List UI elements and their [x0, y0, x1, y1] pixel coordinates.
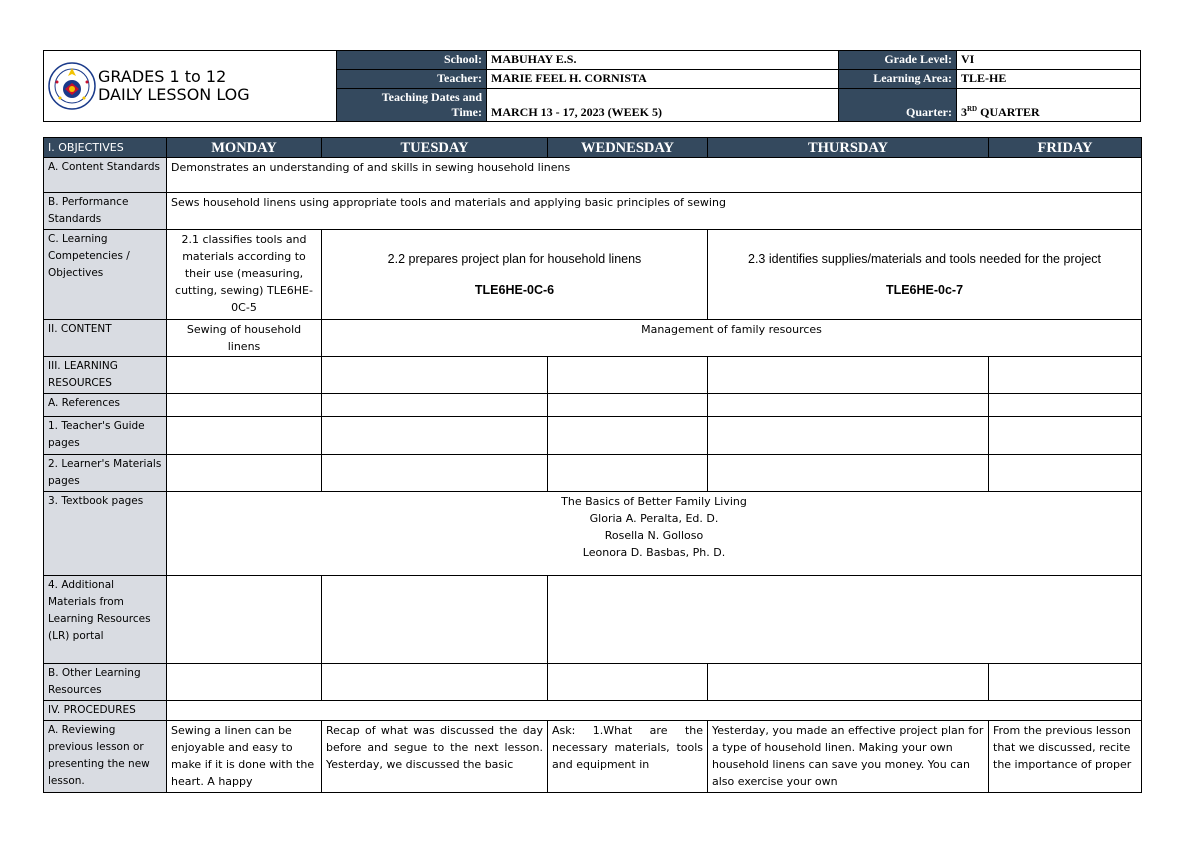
teachers-guide-label: 1. Teacher's Guide pages	[44, 417, 167, 455]
title-line-1: GRADES 1 to 12	[98, 67, 227, 86]
quarter-value	[957, 89, 1141, 122]
cell-empty	[708, 417, 989, 455]
additional-materials-label: 4. Additional Materials from Learning Resources (LR) portal	[44, 576, 167, 664]
cell-empty	[548, 455, 708, 492]
cell-empty	[167, 455, 322, 492]
competency-thu-fri-code: TLE6HE-0c-7	[885, 282, 964, 297]
col-thursday: THURSDAY	[708, 138, 989, 158]
cell-empty	[989, 357, 1142, 394]
cell-empty	[322, 576, 548, 664]
cell-empty	[548, 664, 708, 701]
cell-empty	[989, 664, 1142, 701]
procedures-label: IV. PROCEDURES	[44, 701, 167, 721]
competency-tue-wed	[322, 230, 708, 320]
textbook-text	[167, 492, 1142, 576]
reviewing-friday: From the previous lesson that we discussed, recite the importance of proper	[989, 721, 1142, 793]
table-header-row	[44, 138, 1142, 158]
quarter-number: 3	[961, 105, 967, 119]
col-wednesday: WEDNESDAY	[548, 138, 708, 158]
cell-empty	[167, 664, 322, 701]
content-rest: Management of family resources	[322, 320, 1142, 357]
page-title	[98, 68, 250, 104]
cell-empty	[708, 357, 989, 394]
performance-standards-text: Sews household linens using appropriate tools and materials and applying basic principles of sewing	[167, 193, 1142, 230]
row-textbook	[44, 492, 1142, 576]
dates-label-line-1: Teaching Dates and	[381, 90, 482, 104]
reviewing-tuesday: Recap of what was discussed the day before and segue to the next lesson. Yesterday, we discussed the basic	[322, 721, 548, 793]
row-content-standards	[44, 158, 1142, 193]
row-reviewing	[44, 721, 1142, 793]
lesson-log-table	[43, 137, 1142, 793]
col-friday: FRIDAY	[989, 138, 1142, 158]
col-monday: MONDAY	[167, 138, 322, 158]
learning-resources-label: III. LEARNING RESOURCES	[44, 357, 167, 394]
dates-label	[337, 89, 487, 122]
cell-empty	[989, 394, 1142, 417]
row-procedures	[44, 701, 1142, 721]
textbook-label: 3. Textbook pages	[44, 492, 167, 576]
row-learning-resources	[44, 357, 1142, 394]
row-references	[44, 394, 1142, 417]
competency-tue-wed-code: TLE6HE-0C-6	[474, 282, 555, 297]
row-additional-materials	[44, 576, 1142, 664]
competency-thu-fri	[708, 230, 1142, 320]
cell-empty	[548, 417, 708, 455]
competency-monday: 2.1 classifies tools and materials according to their use (measuring, cutting, sewing) TLE6HE-0C-5	[167, 230, 322, 320]
school-value: MABUHAY E.S.	[487, 51, 839, 70]
grade-value: VI	[957, 51, 1141, 70]
reviewing-wednesday: Ask: 1.What are the necessary materials, tools and equipment in	[548, 721, 708, 793]
row-content	[44, 320, 1142, 357]
performance-standards-label: B. Performance Standards	[44, 193, 167, 230]
teacher-value: MARIE FEEL H. CORNISTA	[487, 70, 839, 89]
competencies-label: C. Learning Competencies / Objectives	[44, 230, 167, 320]
textbook-line-1: The Basics of Better Family Living	[561, 495, 747, 508]
cell-empty	[548, 357, 708, 394]
header-table	[43, 50, 1141, 122]
cell-empty	[167, 576, 322, 664]
quarter-word: QUARTER	[977, 105, 1040, 119]
cell-empty	[548, 576, 1142, 664]
textbook-line-4: Leonora D. Basbas, Ph. D.	[582, 546, 726, 559]
row-learners-materials	[44, 455, 1142, 492]
cell-empty	[167, 417, 322, 455]
title-line-2: DAILY LESSON LOG	[98, 85, 250, 104]
cell-empty	[989, 455, 1142, 492]
reviewing-label: A. Reviewing previous lesson or presenting the new lesson.	[44, 721, 167, 793]
competency-tue-wed-text: 2.2 prepares project plan for household linens	[387, 251, 642, 266]
reviewing-thursday: Yesterday, you made an effective project plan for a type of household linen. Making your own household linens can save you money. You can also exercise your own	[708, 721, 989, 793]
school-label: School:	[337, 51, 487, 70]
content-standards-text: Demonstrates an understanding of and skills in sewing household linens	[167, 158, 1142, 193]
cell-empty	[548, 394, 708, 417]
competency-thu-fri-text: 2.3 identifies supplies/materials and tools needed for the project	[748, 251, 1101, 266]
teacher-label: Teacher:	[337, 70, 487, 89]
textbook-line-3: Rosella N. Golloso	[604, 529, 704, 542]
col-tuesday: TUESDAY	[322, 138, 548, 158]
cell-empty	[322, 417, 548, 455]
cell-empty	[708, 394, 989, 417]
dates-label-line-2: Time:	[451, 105, 482, 119]
row-performance-standards	[44, 193, 1142, 230]
learners-materials-label: 2. Learner's Materials pages	[44, 455, 167, 492]
area-value: TLE-HE	[957, 70, 1141, 89]
row-teachers-guide	[44, 417, 1142, 455]
reviewing-monday: Sewing a linen can be enjoyable and easy to make if it is done with the heart. A happy	[167, 721, 322, 793]
grade-label: Grade Level:	[839, 51, 957, 70]
quarter-ordinal: RD	[967, 105, 978, 113]
title-block	[44, 51, 337, 122]
textbook-line-2: Gloria A. Peralta, Ed. D.	[589, 512, 719, 525]
cell-empty	[322, 455, 548, 492]
content-label: II. CONTENT	[44, 320, 167, 357]
cell-empty	[322, 357, 548, 394]
row-competencies	[44, 230, 1142, 320]
cell-empty	[708, 455, 989, 492]
cell-empty	[708, 664, 989, 701]
content-standards-label: A. Content Standards	[44, 158, 167, 193]
content-monday: Sewing of household linens	[167, 320, 322, 357]
area-label: Learning Area:	[839, 70, 957, 89]
dates-value: MARCH 13 - 17, 2023 (WEEK 5)	[487, 89, 839, 122]
references-label: A. References	[44, 394, 167, 417]
row-other-resources	[44, 664, 1142, 701]
other-resources-label: B. Other Learning Resources	[44, 664, 167, 701]
quarter-label: Quarter:	[839, 89, 957, 122]
cell-empty	[167, 701, 1142, 721]
cell-empty	[167, 394, 322, 417]
cell-empty	[322, 664, 548, 701]
cell-empty	[989, 417, 1142, 455]
deped-seal-icon	[48, 62, 96, 110]
col-objectives: I. OBJECTIVES	[44, 138, 167, 158]
cell-empty	[167, 357, 322, 394]
cell-empty	[322, 394, 548, 417]
